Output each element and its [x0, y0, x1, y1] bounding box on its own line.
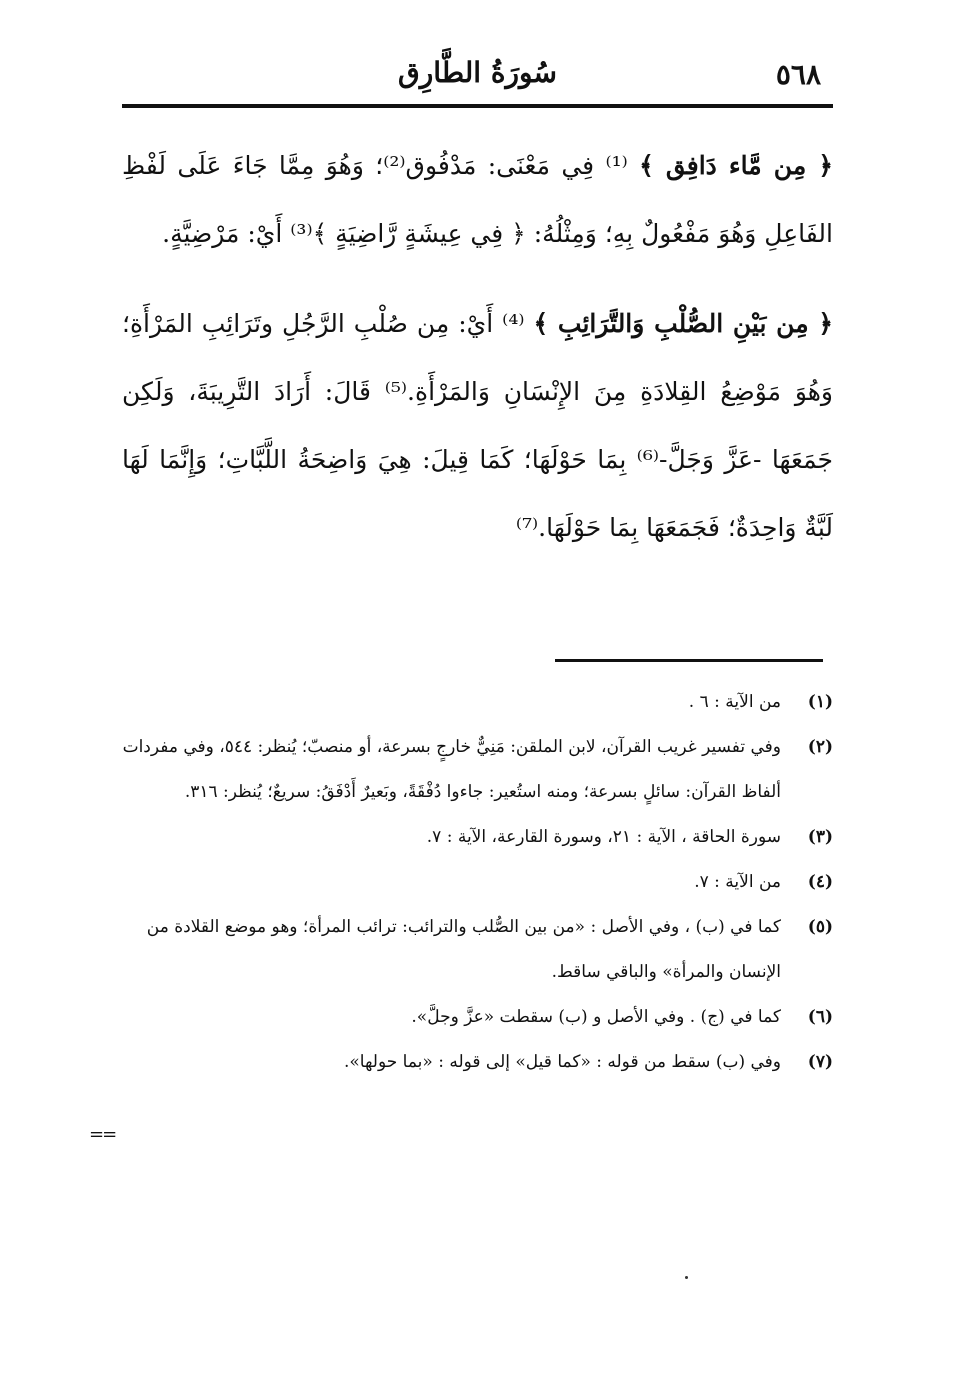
- footnote: [112, 725, 833, 815]
- commentary-text: ⁽¹⁾ فِي مَعْنَى: مَدْفُوق⁽²⁾؛ وَهُوَ مِمَّا جَاءَ عَلَى لَفْظِ الفَاعِلِ وَهُوَ مَفْعُولٌ بِهِ؛ وَمِثْلُهُ: ﴿ فِي عِيشَةٍ رَّاضِيَةٍ ﴾⁽³⁾ أَيْ: مَرْضِيَّةٍ.: [122, 151, 833, 248]
- footnote-number: (٦): [807, 1007, 833, 1027]
- paragraph: [122, 290, 833, 562]
- footnote: [112, 905, 833, 995]
- footnote-text: سورة الحاقة ، الآية : ٢١، وسورة القارعة، الآية : ٧.: [426, 827, 781, 847]
- surah-title: سُورَةُ الطَّارِق: [398, 56, 557, 89]
- quran-verse: ﴿ مِن بَيْنِ الصُّلْبِ وَالتَّرَائِبِ ﴾: [533, 309, 833, 338]
- main-text: [122, 132, 833, 562]
- footnote-text: وفي (ب) سقط من قوله : «كما قيل» إلى قوله : «بما حولها».: [343, 1052, 781, 1072]
- footnote-number: (١): [807, 692, 833, 712]
- footnotes: [112, 680, 833, 1085]
- margin-mark: ==: [89, 1124, 116, 1145]
- footnote-divider: [555, 659, 823, 662]
- footnote: [112, 815, 833, 860]
- footnote-text: من الآية : ٦ .: [688, 692, 781, 712]
- footnote-number: (٧): [807, 1052, 833, 1072]
- footnote-number: (٥): [807, 917, 833, 937]
- footnote-text: من الآية : ٧.: [694, 872, 781, 892]
- page-header: [122, 52, 833, 98]
- footnote-number: (٢): [807, 737, 833, 757]
- footnote: [112, 680, 833, 725]
- paragraph: [122, 132, 833, 268]
- footnote: [112, 860, 833, 905]
- footnote: [112, 1040, 833, 1085]
- quran-verse: ﴿ مِن مَّاء دَافِق ﴾: [639, 151, 833, 180]
- page-number: ٥٦٨: [775, 58, 821, 91]
- footnote-text: وفي تفسير غريب القرآن، لابن الملقن: مَنِيٌّ خارجٍ بسرعة، أو منصبّ؛ يُنظر: ٥٤٤، وفي مفردات ألفاظ القرآن: سائلٍ بسرعة؛ ومنه استُعير: جاءوا دُفْقَةً، وبَعيرٌ أَدْفَقُ: سريعٌ؛ يُنظر: ٣١٦.: [122, 737, 781, 802]
- footnote: [112, 995, 833, 1040]
- footnote-number: (٤): [807, 872, 833, 892]
- footnote-text: كما في (ب) ، وفي الأصل : «من بين الصُّلب والترائب: ترائب المرأة؛ وهو موضع القلادة من الإنسان والمرأة» والباقي ساقط.: [146, 917, 781, 982]
- commentary-text: ⁽⁴⁾ أَيْ: مِن صُلْبِ الرَّجُلِ وتَرَائِبِ المَرْأَةِ؛ وَهُوَ مَوْضِعُ القِلادَةِ مِنَ الإِنْسَانِ وَالمَرْأَةِ.⁽⁵⁾ قَالَ: أَرَادَ التَّرِيبَةَ، وَلَكِن جَمَعَهَا -عَزَّ وَجَلَّ-⁽⁶⁾ بِمَا حَوْلَهَا؛ كَمَا قِيلَ: هِيَ وَاضِحَةُ اللَّبَّاتِ؛ وَإِنَّمَا لَهَا لَبَّةٌ وَاحِدَةٌ؛ فَجَمَعَهَا بِمَا حَوْلَهَا.⁽⁷⁾: [122, 309, 833, 542]
- scan-speck: [685, 1276, 688, 1279]
- footnote-text: كما في (ج) . وفي الأصل و (ب) سقطت «عزَّ وجلَّ».: [411, 1007, 781, 1027]
- header-divider: [122, 104, 833, 108]
- footnote-number: (٣): [807, 827, 833, 847]
